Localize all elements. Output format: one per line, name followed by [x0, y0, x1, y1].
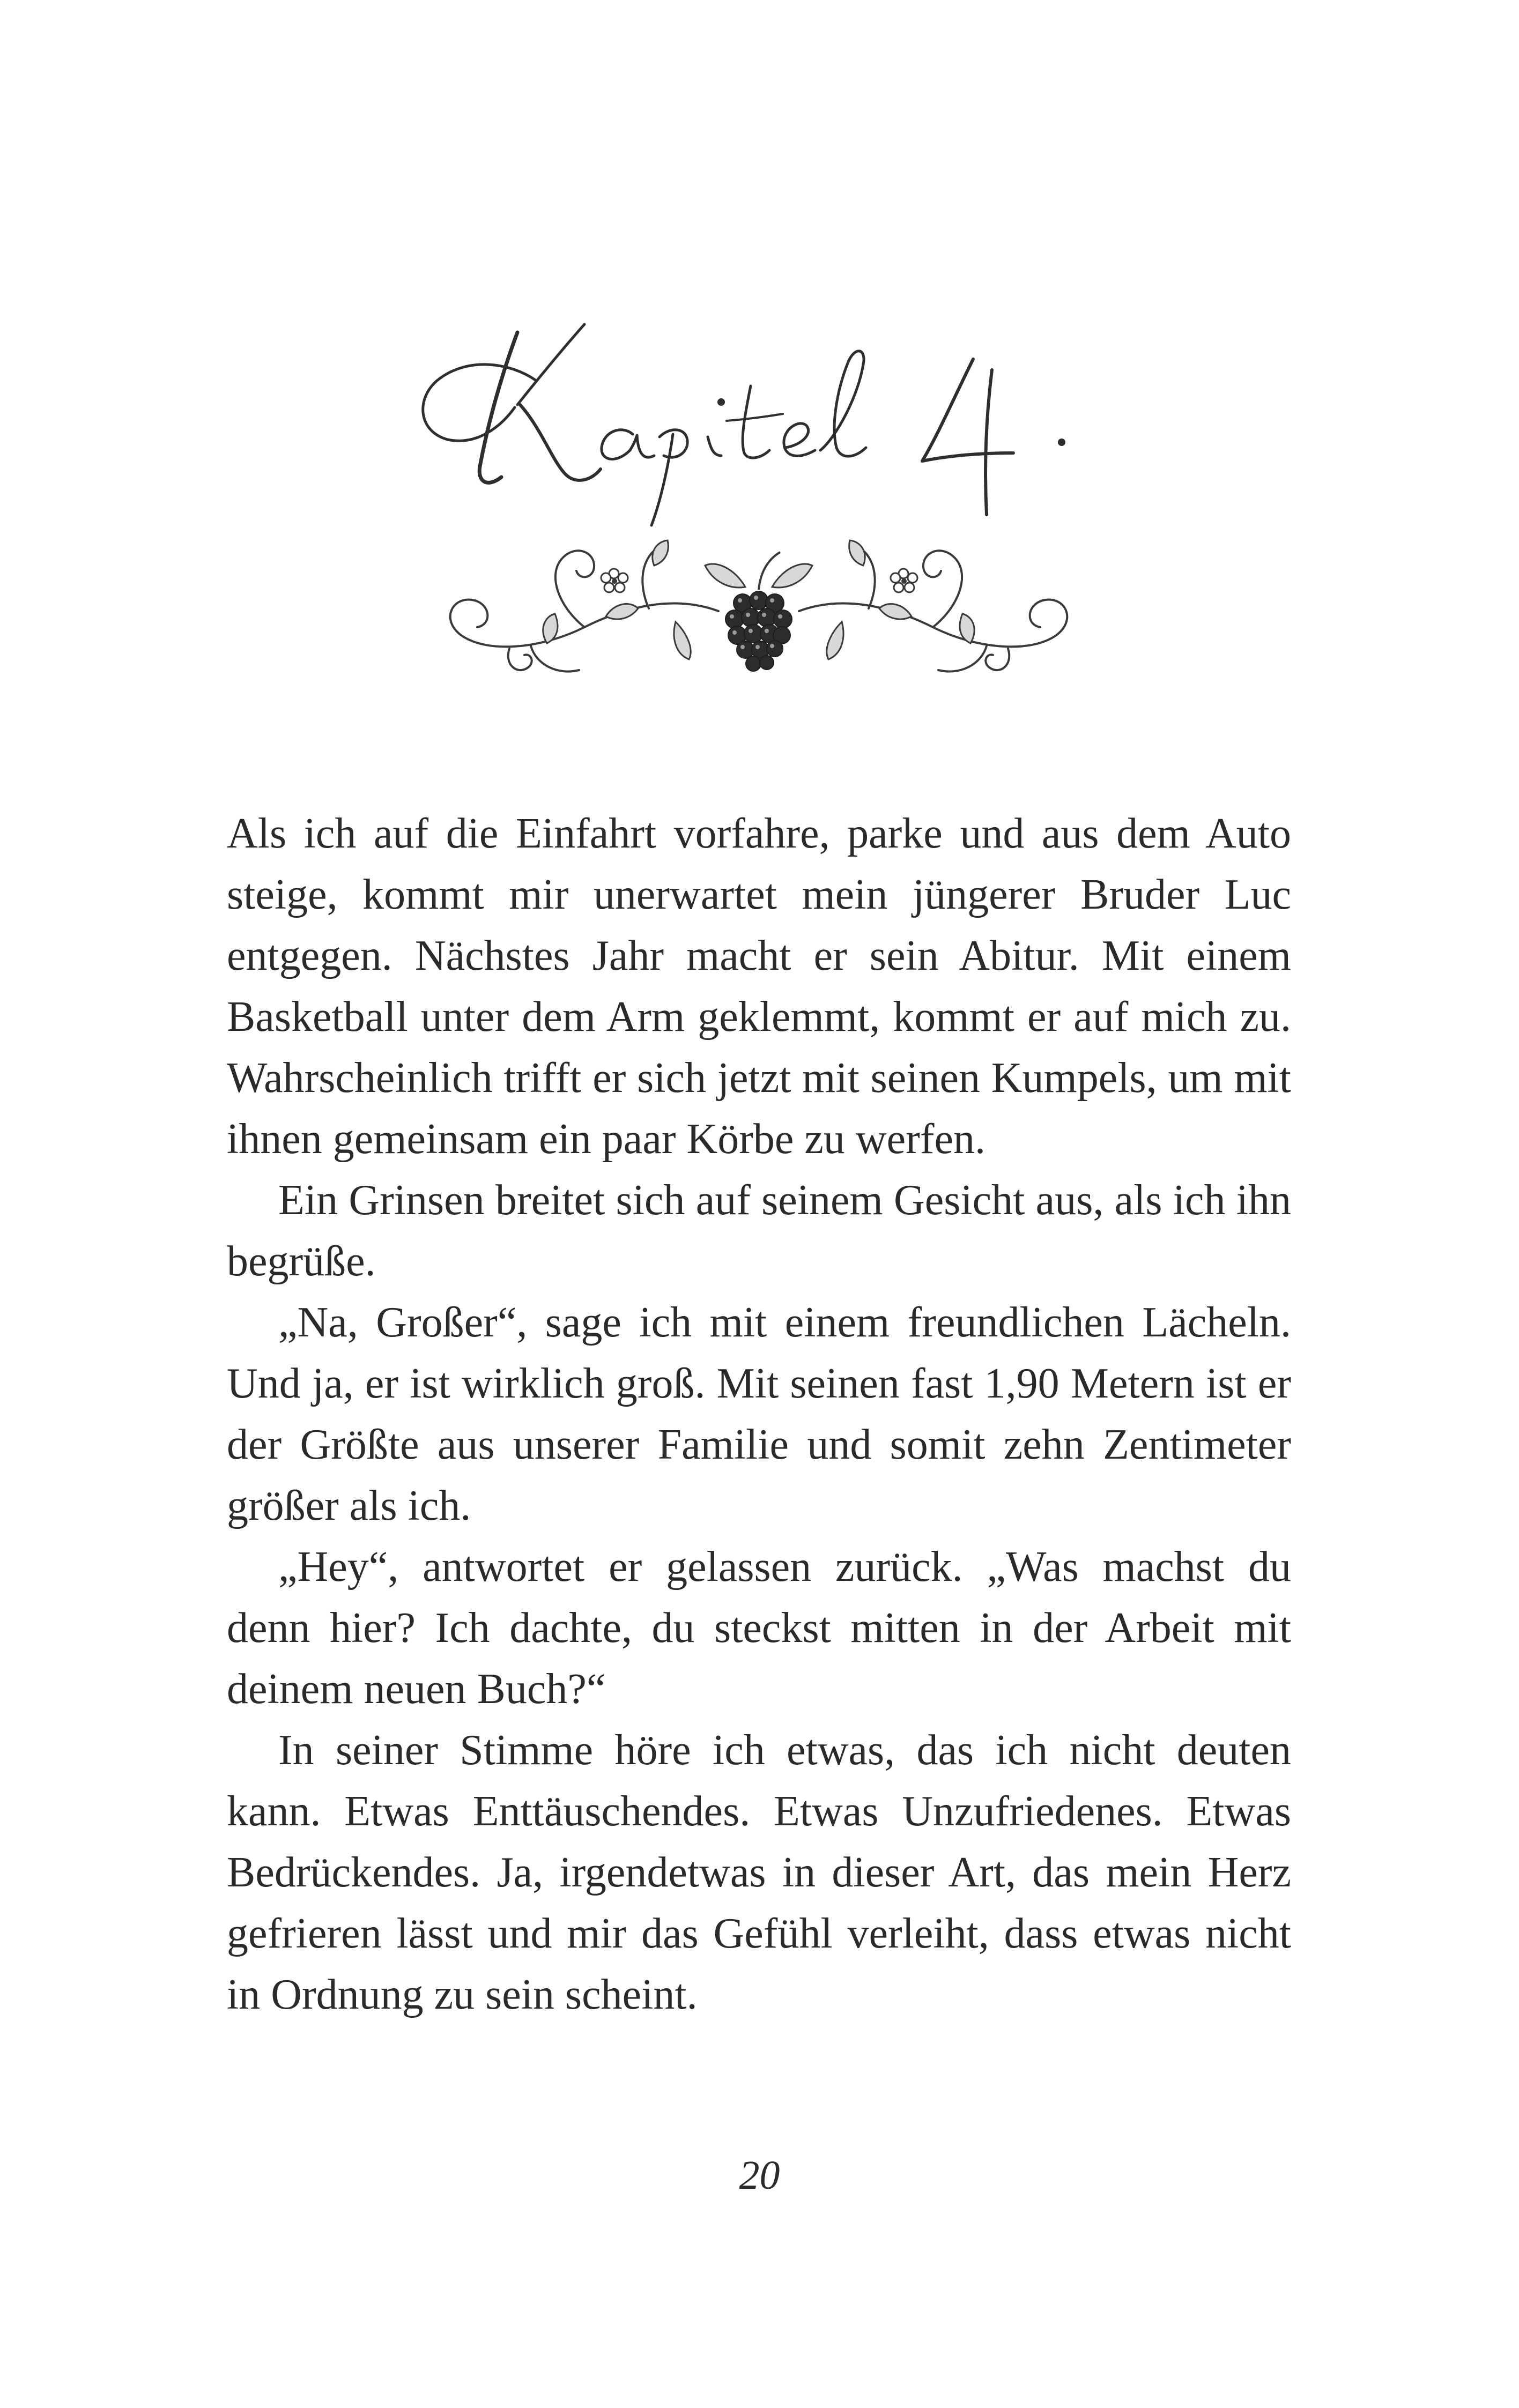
- paragraph-3: „Na, Großer“, sage ich mit einem freundlichen Lächeln. Und ja, er ist wirklich groß. Mit seinen fast 1,90 Metern ist er der Größte aus unserer Familie und somit zehn Zentimeter größer als ich.: [227, 1299, 1291, 1529]
- chapter-body: [227, 803, 1291, 2025]
- paragraph-2: Ein Grinsen breitet sich auf seinem Gesicht aus, als ich ihn begrüße.: [227, 1177, 1291, 1285]
- chapter-title-script-icon: [407, 300, 1115, 536]
- paragraph-1: Als ich auf die Einfahrt vorfahre, parke und aus dem Auto steige, kommt mir unerwartet mein jüngerer Bruder Luc entgegen. Nächstes Jahr macht er sein Abitur. Mit einem Basketball unter dem Arm geklemmt, kommt er auf mich zu. Wahrscheinlich trifft er sich jetzt mit seinen Kumpels, um mit ihnen gemeinsam ein paar Körbe zu werfen.: [227, 810, 1291, 1163]
- paragraph-5: In seiner Stimme höre ich etwas, das ich nicht deuten kann. Etwas Enttäuschendes. Etwas Unzufriedenes. Etwas Bedrückendes. Ja, irgendetwas in dieser Art, das mein Herz gefrieren lässt und mir das Gefühl verleiht, dass etwas nicht in Ordnung zu sein scheint.: [227, 1727, 1291, 2018]
- blackberry-vine-ornament-icon: [424, 515, 1094, 708]
- paragraph-4: „Hey“, antwortet er gelassen zurück. „Was machst du denn hier? Ich dachte, du steckst mitten in der Arbeit mit deinem neuen Buch?“: [227, 1543, 1291, 1713]
- chapter-title: [407, 300, 1115, 536]
- page-number: 20: [739, 2153, 780, 2198]
